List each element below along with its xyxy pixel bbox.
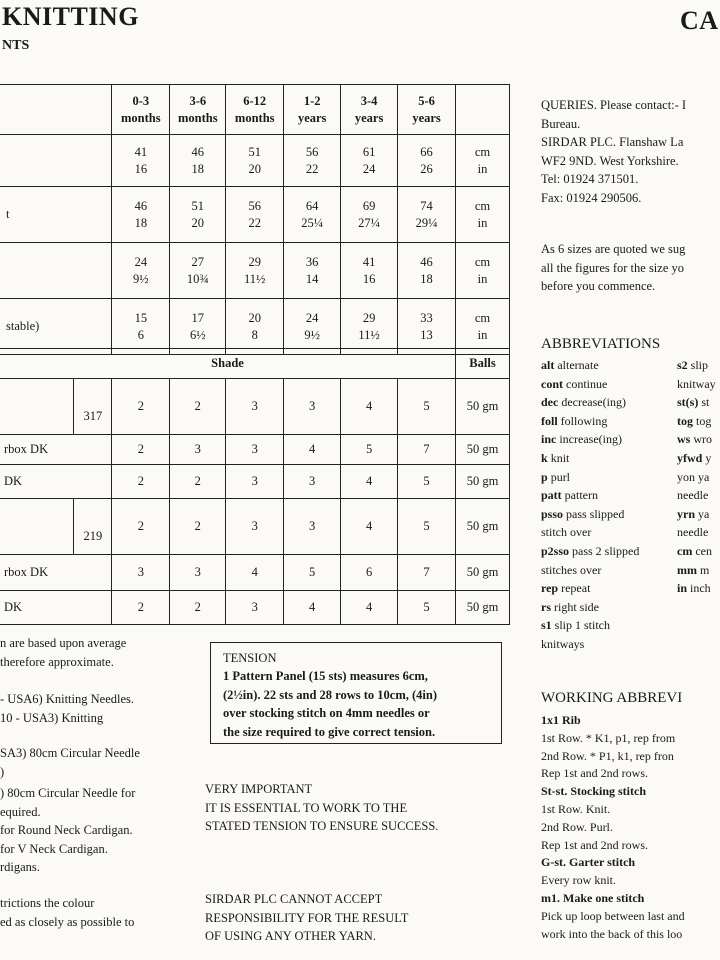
yarn-row: DK 2 2 3 3 4 5 50 gm: [0, 465, 510, 499]
abbr-item: knitway: [677, 376, 716, 391]
working-line: Pick up loop between last and: [541, 908, 685, 923]
balls-header: Balls: [456, 349, 510, 379]
yarn-row: rbox DK 3 3 4 5 6 7 50 gm: [0, 555, 510, 591]
working-line: G-st. Garter stitch: [541, 855, 636, 870]
abbr-item: yfwd y: [677, 450, 712, 465]
size-row-length: 24 9½ 27 10¾ 29 11½ 36 14 41 16 46 18 cm in: [0, 243, 510, 299]
page-subtitle: NTS: [2, 38, 30, 53]
abbr-item: stitches over: [541, 562, 602, 577]
abbr-item: yrn ya: [677, 506, 710, 521]
abbr-item: p purl: [541, 469, 571, 484]
tension-text: 1 Pattern Panel (15 sts) measures 6cm, (2½in). 22 sts and 28 rows to 10cm, (4in) over stocking stitch on 4mm needles or the size required to give correct tension.: [223, 669, 438, 739]
working-abbreviations-heading: WORKING ABBREVI: [541, 690, 683, 706]
yarn-row: 317 2 2 3 3 4 5 50 gm: [0, 379, 510, 435]
size-row-sleeve: stable) 15 6 17 6½ 20 8 24 9½ 29 11½ 33 13 cm in: [0, 299, 510, 355]
working-line: 1st Row. * K1, p1, rep from: [541, 730, 676, 745]
abbreviations-heading: ABBREVIATIONS: [541, 336, 661, 352]
abbreviations-col-2: [677, 356, 716, 598]
shade-header: Shade: [0, 349, 456, 379]
abbr-item: st(s) st: [677, 395, 710, 410]
working-line: Rep 1st and 2nd rows.: [541, 837, 648, 852]
size-header-cell: 1-2 years: [284, 85, 341, 135]
size-header-cell: 3-4 years: [341, 85, 398, 135]
tension-box: [210, 642, 502, 744]
sizes-note: As 6 sizes are quoted we sug all the figures for the size yo before you commence.: [541, 242, 686, 293]
yarn-header-row: [0, 349, 510, 379]
size-header-cell: 0-3 months: [112, 85, 170, 135]
note-circular-needle-2: ) 80cm Circular Needle for equired. for Round Neck Cardigan. for V Neck Cardigan. rdigans.: [0, 786, 136, 874]
working-line: St-st. Stocking stitch: [541, 784, 647, 799]
size-row-chest: 41 16 46 18 51 20 56 22 61 24 66 26 cm in: [0, 135, 510, 187]
abbr-item: dec decrease(ing): [541, 395, 626, 410]
abbr-item: psso pass slipped: [541, 506, 625, 521]
working-line: 2nd Row. * P1, k1, rep fron: [541, 748, 674, 763]
abbr-item: alt alternate: [541, 358, 599, 372]
abbr-item: s1 slip 1 stitch: [541, 618, 611, 633]
abbr-item: knitways: [541, 636, 585, 651]
working-line: 2nd Row. Purl.: [541, 819, 613, 834]
abbr-item: k knit: [541, 450, 570, 465]
queries-block: QUERIES. Please contact:- I Bureau. SIRDAR PLC. Flanshaw La WF2 9ND. West Yorkshire. Tel: 01924 371501. Fax: 01924 290506.: [541, 98, 687, 205]
yarn-row: DK 2 2 3 4 4 5 50 gm: [0, 591, 510, 625]
abbreviations-col-1: [541, 356, 639, 654]
note-colour: trictions the colour ed as closely as possible to: [0, 896, 135, 929]
note-needles: - USA6) Knitting Needles. 10 - USA3) Knitting: [0, 692, 135, 725]
working-line: 1st Row. Knit.: [541, 801, 611, 816]
abbr-item: inc increase(ing): [541, 432, 622, 447]
abbr-item: mm m: [677, 562, 710, 577]
abbr-item: cm cen: [677, 543, 712, 558]
important-note: VERY IMPORTANT IT IS ESSENTIAL TO WORK TO THE STATED TENSION TO ENSURE SUCCESS.: [205, 782, 439, 833]
yarn-row: rbox DK 2 3 3 4 5 7 50 gm: [0, 435, 510, 465]
abbr-item: p2sso pass 2 slipped: [541, 543, 640, 558]
working-line: work into the back of this loo: [541, 926, 683, 941]
size-header-cell: 5-6 years: [398, 85, 456, 135]
abbr-item: rs right side: [541, 599, 599, 614]
working-line: m1. Make one stitch: [541, 890, 645, 905]
page-title-right: CA: [680, 6, 719, 35]
abbr-item: needle: [677, 488, 709, 503]
abbr-item: needle: [677, 525, 709, 540]
abbr-item: foll following: [541, 413, 608, 428]
size-header-row: [0, 85, 510, 135]
size-header-cell: 6-12 months: [226, 85, 284, 135]
yarn-row: 219 2 2 3 3 4 5 50 gm: [0, 499, 510, 555]
abbr-item: s2 slip: [677, 358, 709, 372]
abbr-item: tog tog: [677, 413, 712, 428]
abbr-item: cont continue: [541, 376, 608, 391]
working-line: 1x1 Rib: [541, 713, 581, 727]
abbr-item: patt pattern: [541, 488, 598, 503]
working-line: Every row knit.: [541, 873, 616, 888]
abbr-item: ws wro: [677, 432, 713, 447]
abbr-item: stitch over: [541, 525, 592, 540]
size-header-cell: 3-6 months: [170, 85, 226, 135]
size-table: [0, 84, 510, 355]
yarn-table: [0, 348, 510, 625]
abbr-item: yon ya: [677, 469, 710, 484]
page-title: KNITTING: [2, 2, 139, 31]
note-measurements: n are based upon average therefore approximate.: [0, 636, 127, 669]
working-abbreviations-list: [541, 712, 685, 943]
abbr-item: in inch: [677, 581, 711, 596]
note-circular-needle: SA3) 80cm Circular Needle ): [0, 746, 140, 779]
tension-heading: TENSION: [223, 651, 277, 665]
size-row-actual: t 46 18 51 20 56 22 64 25¼ 69 27¼ 74 29¼ cm in: [0, 187, 510, 243]
disclaimer: SIRDAR PLC CANNOT ACCEPT RESPONSIBILITY FOR THE RESULT OF USING ANY OTHER YARN.: [205, 892, 409, 943]
abbr-item: rep repeat: [541, 581, 591, 596]
working-line: Rep 1st and 2nd rows.: [541, 766, 648, 781]
